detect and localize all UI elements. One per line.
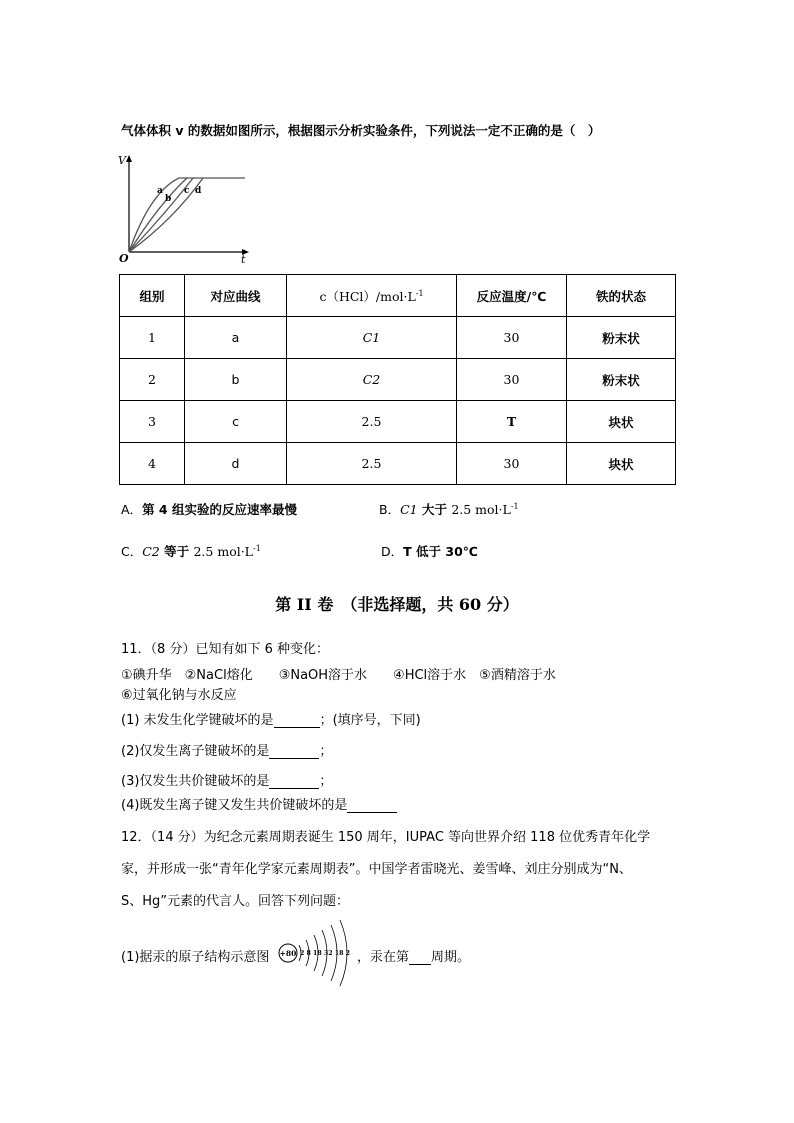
y-axis-arrow [126, 155, 132, 162]
section-title: 第 II 卷 （非选择题，共 60 分） [275, 595, 519, 614]
q11-sub2 [121, 740, 332, 759]
curve-label-c: c [184, 186, 190, 196]
answer-blank[interactable] [274, 715, 320, 728]
option-c-sup: -1 [253, 543, 261, 553]
table-cell: a [185, 317, 287, 359]
q11-items-line2: ⑥过氧化钠与水反应 [121, 688, 237, 703]
table-cell: 4 [120, 443, 185, 485]
answer-blank[interactable] [347, 800, 397, 813]
q11-sub2-text: (2)仅发生离子键破坏的是 [121, 744, 270, 759]
table-cell: b [185, 359, 287, 401]
mercury-atom-diagram [277, 917, 355, 989]
option-a [121, 500, 297, 518]
electron-counts: 2 8 18 32 18 2 [300, 949, 350, 957]
q12-line3: S、Hg”元素的代言人。回答下列问题： [121, 894, 350, 909]
curve-label-a: a [157, 186, 163, 196]
option-c-value: 2.5 mol·L [193, 544, 253, 559]
table-header: 组别 [120, 275, 185, 317]
option-a-text: 第 4 组实验的反应速率最慢 [142, 502, 297, 517]
table-cell: 块状 [567, 443, 676, 485]
y-axis-label: V [118, 154, 126, 167]
table-cell: c [185, 401, 287, 443]
table-cell: 粉末状 [567, 359, 676, 401]
table-cell: 30 [457, 359, 567, 401]
table-header: 反应温度/℃ [457, 275, 567, 317]
table-header-text: c（HCl）/mol·L [319, 288, 416, 304]
curve-label-d: d [195, 186, 202, 196]
q12-sub1 [121, 946, 269, 965]
option-b-prefix: B． [379, 502, 401, 517]
option-b-value: 2.5 mol·L [451, 502, 511, 517]
table-cell: C2 [287, 359, 457, 401]
answer-blank[interactable] [269, 746, 319, 759]
table-cell: 2.5 [287, 401, 457, 443]
table-cell: 3 [120, 401, 185, 443]
option-b [379, 500, 519, 518]
table-cell: d [185, 443, 287, 485]
table-row [120, 401, 676, 443]
table-cell: 30 [457, 443, 567, 485]
question-intro: 气体体积 v 的数据如图所示，根据图示分析实验条件，下列说法一定不正确的是（ ） [121, 123, 601, 138]
q12-line1: 12．（14 分）为纪念元素周期表诞生 150 周年，IUPAC 等向世界介绍 118 位优秀青年化学 [121, 830, 651, 845]
table-cell: 30 [457, 317, 567, 359]
option-c-var: C2 [142, 544, 160, 559]
table-row [120, 443, 676, 485]
table-row [120, 359, 676, 401]
q11-sub2-note: ； [319, 744, 333, 759]
table-cell: C1 [287, 317, 457, 359]
option-b-sup: -1 [510, 501, 519, 511]
table-header-row [120, 275, 676, 317]
table-header-sup: -1 [415, 288, 424, 298]
table-cell: 粉末状 [567, 317, 676, 359]
q12-sub1-end: 周期。 [431, 950, 471, 965]
q11-sub4-text: (4)既发生离子键又发生共价键破坏的是 [121, 798, 348, 813]
option-c [121, 542, 261, 560]
experiment-table [119, 274, 676, 485]
q11-items-line1: ①碘升华 ②NaCl熔化 ③NaOH溶于水 ④HCl溶于水 ⑤酒精溶于水 [121, 668, 556, 683]
option-c-prefix: C． [121, 544, 143, 559]
table-cell: 块状 [567, 401, 676, 443]
q11-sub1-text: (1) 未发生化学键破坏的是 [121, 713, 274, 728]
nucleus-charge: +80 [279, 949, 297, 958]
option-d-prefix: D． [381, 544, 404, 559]
answer-blank[interactable] [269, 776, 319, 789]
curve-label-b: b [165, 194, 172, 204]
option-d-text: T 低于 30℃ [403, 544, 478, 559]
q11-sub4 [121, 794, 397, 813]
option-b-var: C1 [400, 502, 418, 517]
x-axis-label: t [241, 253, 246, 264]
table-cell: 1 [120, 317, 185, 359]
q12-line2: 家，并形成一张“青年化学家元素周期表”。中国学者雷晓光、姜雪峰、刘庄分别成为“N、 [121, 862, 632, 877]
q12-sub1-tail [357, 946, 470, 965]
table-cell: 2.5 [287, 443, 457, 485]
option-c-text: 等于 [159, 544, 194, 559]
option-d [381, 542, 478, 560]
q11-sub3-note: ； [319, 774, 333, 789]
q12-sub1-mid: ，汞在第 [357, 950, 410, 965]
table-header: 对应曲线 [185, 275, 287, 317]
q11-sub1 [121, 709, 421, 728]
option-a-prefix: A． [121, 502, 143, 517]
q11-sub3 [121, 770, 332, 789]
table-cell: 2 [120, 359, 185, 401]
table-header: 铁的状态 [567, 275, 676, 317]
answer-blank[interactable] [409, 952, 431, 965]
table-row [120, 317, 676, 359]
q11-sub3-text: (3)仅发生共价键破坏的是 [121, 774, 270, 789]
q11-sub1-note: ；(填序号，下同) [319, 713, 421, 728]
option-b-text: 大于 [417, 502, 452, 517]
table-header [287, 275, 457, 317]
origin-label: O [119, 252, 129, 264]
q12-sub1-text: (1)据汞的原子结构示意图 [121, 950, 270, 965]
table-cell: T [457, 401, 567, 443]
volume-time-graph [115, 152, 255, 264]
q11-stem: 11．（8 分）已知有如下 6 种变化： [121, 642, 329, 657]
